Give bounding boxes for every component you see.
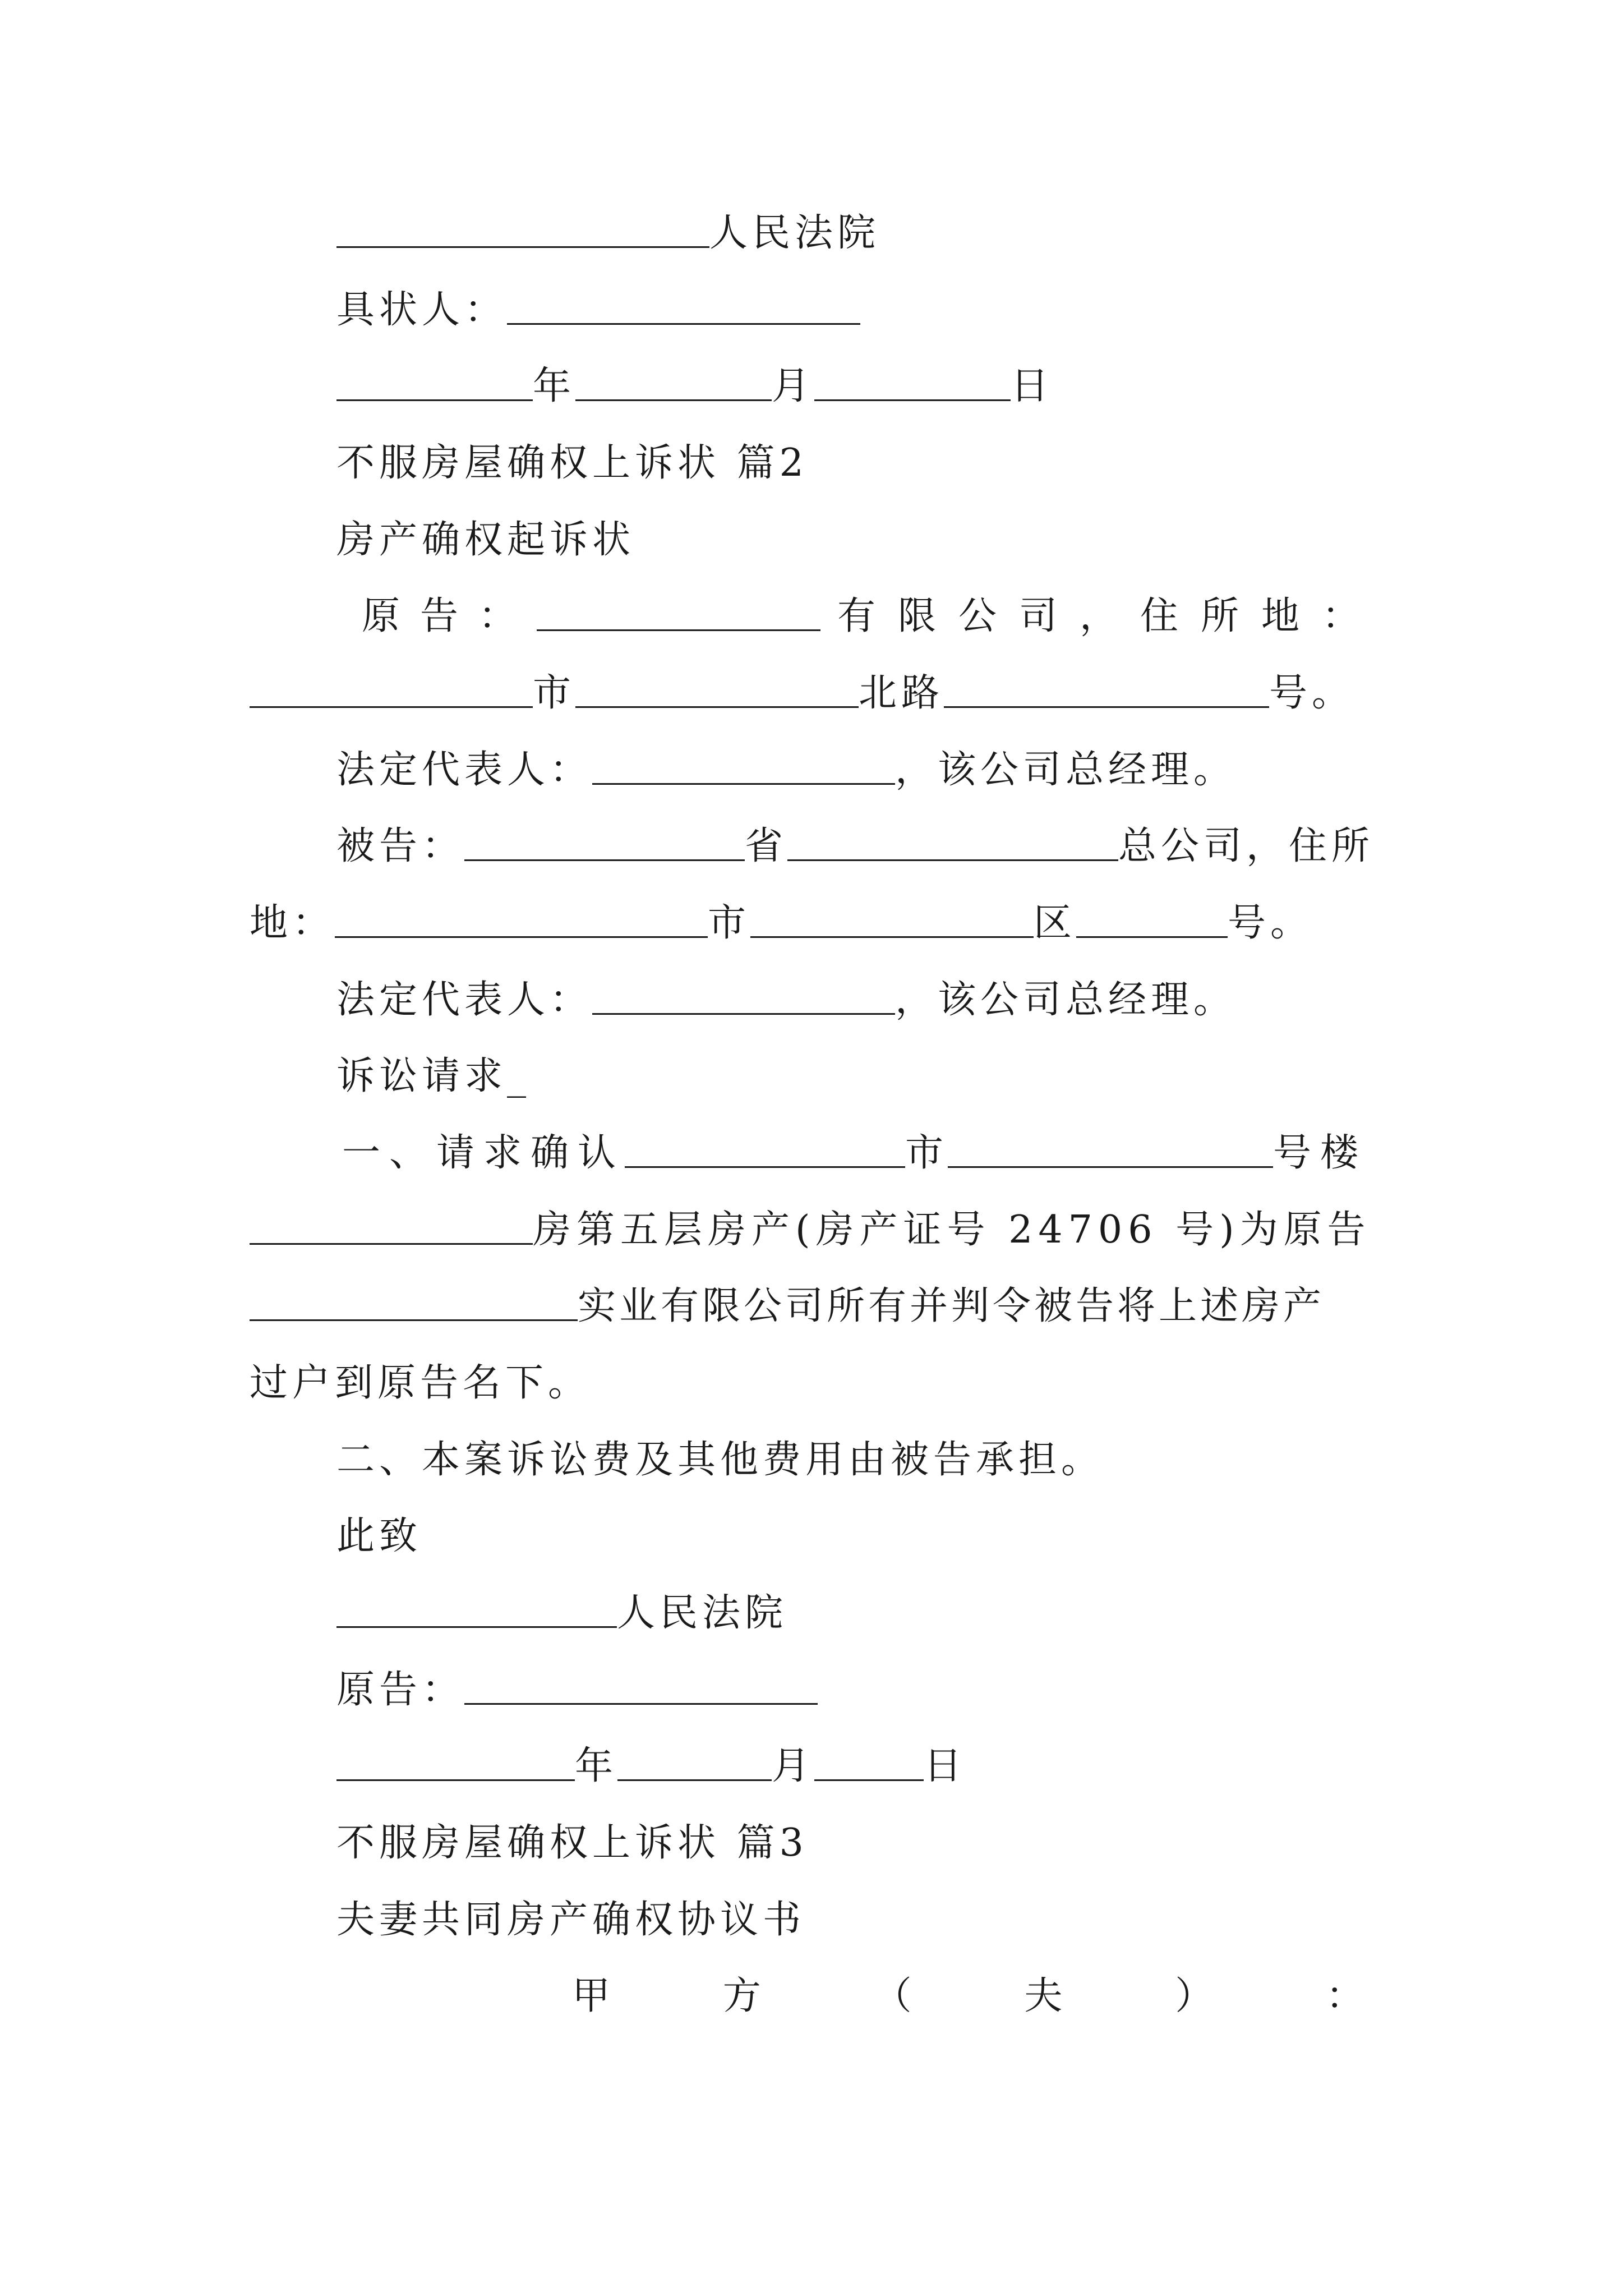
- blank-plaintiff-number[interactable]: [944, 704, 1269, 708]
- city-label: 市: [533, 671, 576, 715]
- blank-claim-room[interactable]: [250, 1241, 533, 1245]
- claims-heading-line: [250, 1051, 1382, 1096]
- defendant-number-suffix: 号。: [1228, 901, 1313, 945]
- claim1-text-c: 实业有限公司所有并判令被告将上述房产: [578, 1284, 1325, 1328]
- gm-suffix: ，该公司总经理。: [895, 748, 1237, 792]
- defendant-label: 被告：: [336, 824, 465, 868]
- blank-plaintiff-city[interactable]: [250, 704, 533, 708]
- defendant-line: [250, 821, 1382, 866]
- salutation-line: [250, 1511, 1382, 1556]
- claims-heading: 诉讼请求_: [336, 1054, 531, 1098]
- claim1-line-1: [250, 1128, 1382, 1175]
- month-label: 月: [772, 364, 815, 408]
- blank-plaintiff-rep[interactable]: [592, 781, 895, 785]
- blank-defendant-name[interactable]: [464, 857, 745, 861]
- claim2-line: [250, 1434, 1382, 1482]
- head-office-label: 总公司，住所: [1118, 824, 1375, 868]
- claim1-city-label: 市: [905, 1131, 948, 1175]
- claim1-text-b: 房第五层房产(房产证号 24706 号)为原告: [533, 1208, 1371, 1252]
- date-line-2: [250, 1741, 1382, 1786]
- court-line: [250, 208, 1382, 255]
- blank-signer[interactable]: [507, 321, 860, 325]
- plaintiff-line: [250, 591, 1382, 636]
- north-road-label: 北路: [859, 671, 944, 715]
- blank-road[interactable]: [575, 704, 859, 708]
- blank-province-company[interactable]: [787, 857, 1118, 861]
- blank-defendant-rep[interactable]: [592, 1011, 895, 1015]
- blank-year[interactable]: [336, 397, 533, 401]
- number-suffix: 号。: [1269, 671, 1355, 715]
- complaint-title: 房产确权起诉状: [336, 518, 635, 562]
- section3-title: 不服房屋确权上诉状 篇3: [336, 1821, 808, 1865]
- month-label-2: 月: [772, 1744, 815, 1788]
- section2-title-line: [250, 438, 1382, 485]
- blank-defendant-district[interactable]: [750, 934, 1034, 938]
- claim1-text-d: 过户到原告名下。: [250, 1361, 591, 1405]
- plaintiff-company-suffix: 有限公司，住所地：: [837, 594, 1382, 638]
- court-label: 人民法院: [709, 211, 880, 255]
- claim1-line-2: [250, 1204, 1382, 1252]
- blank-court-name-2[interactable]: [336, 1624, 617, 1628]
- year-label-2: 年: [575, 1744, 618, 1788]
- party-a-char-6: ：: [1325, 1974, 1368, 2018]
- district-label: 区: [1034, 901, 1077, 945]
- defendant-rep-line: [250, 974, 1382, 1022]
- claim1-line-3: [250, 1281, 1382, 1326]
- blank-plaintiff-company[interactable]: [537, 627, 820, 631]
- claim1-line-4: [250, 1358, 1382, 1405]
- legal-rep-label: 法定代表人：: [336, 748, 593, 792]
- address-label: 地：: [250, 901, 335, 945]
- blank-month[interactable]: [575, 397, 772, 401]
- party-a-line: [572, 1971, 1368, 2016]
- agreement-title: 夫妻共同房产确权协议书: [336, 1898, 806, 1942]
- blank-defendant-city[interactable]: [335, 934, 708, 938]
- blank-claim-number[interactable]: [948, 1164, 1273, 1168]
- date-line-1: [250, 361, 1382, 406]
- complaint-title-line: [250, 514, 1382, 562]
- section3-title-line: [250, 1818, 1382, 1865]
- party-a-char-4: 夫: [1024, 1974, 1067, 2018]
- signer-label: 具状人：: [336, 288, 508, 332]
- blank-month-2[interactable]: [617, 1777, 772, 1781]
- court-label-2: 人民法院: [617, 1591, 788, 1635]
- blank-day[interactable]: [814, 397, 1011, 401]
- defendant-address-line: [250, 898, 1382, 945]
- defendant-city-label: 市: [708, 901, 751, 945]
- defendant-gm-suffix: ，该公司总经理。: [895, 978, 1237, 1022]
- plaintiff-sign-line: [250, 1664, 1382, 1712]
- blank-day-2[interactable]: [814, 1777, 924, 1781]
- plaintiff-address-line: [250, 668, 1382, 715]
- agreement-title-line: [250, 1894, 1382, 1942]
- blank-defendant-number[interactable]: [1076, 934, 1228, 938]
- party-a-char-3: （: [873, 1974, 916, 2018]
- plaintiff-rep-line: [250, 744, 1382, 792]
- party-a-char-2: 方: [722, 1974, 766, 2018]
- plaintiff-label: 原告：: [362, 594, 537, 638]
- blank-court-name[interactable]: [336, 244, 709, 248]
- blank-plaintiff-sign[interactable]: [464, 1701, 818, 1705]
- day-label-2: 日: [924, 1744, 967, 1788]
- claim2-text: 二、本案诉讼费及其他费用由被告承担。: [336, 1438, 1104, 1482]
- party-a-char-5: ）: [1175, 1974, 1218, 2018]
- claim1-building: 号楼: [1273, 1131, 1368, 1175]
- blank-claim-city[interactable]: [625, 1164, 905, 1168]
- province-label: 省: [745, 824, 788, 868]
- defendant-legal-rep-label: 法定代表人：: [336, 978, 593, 1022]
- section2-title: 不服房屋确权上诉状 篇2: [336, 441, 808, 485]
- day-label: 日: [1011, 364, 1054, 408]
- party-a-char-1: 甲: [572, 1974, 615, 2018]
- signer-line: [250, 284, 1382, 332]
- court-line-2: [250, 1588, 1382, 1635]
- year-label: 年: [533, 364, 576, 408]
- blank-claim-company[interactable]: [250, 1317, 578, 1321]
- blank-year-2[interactable]: [336, 1777, 575, 1781]
- claim1-text-a: 一、请求确认: [342, 1131, 625, 1175]
- plaintiff-sign-label: 原告：: [336, 1668, 465, 1712]
- salutation: 此致: [336, 1514, 422, 1558]
